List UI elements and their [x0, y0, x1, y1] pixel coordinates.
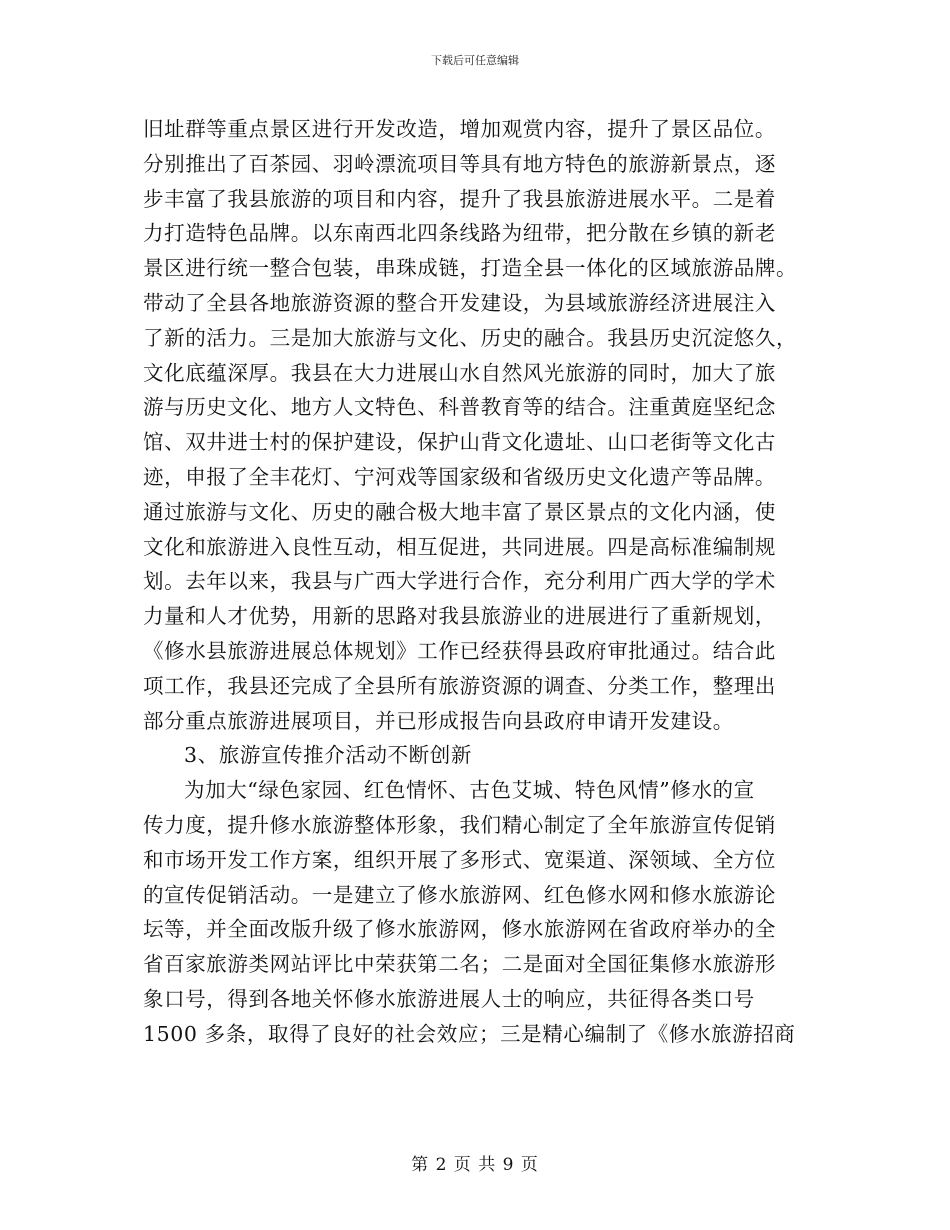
body-line: 游与历史文化、地方人文特色、科普教育等的结合。注重黄庭坚纪念	[143, 395, 776, 420]
body-line: 省百家旅游类网站评比中荣获第二名；二是面对全国征集修水旅游形	[143, 952, 776, 977]
page-header: 下载后可任意编辑	[431, 54, 519, 67]
body-line: 步丰富了我县旅游的项目和内容，提升了我县旅游进展水平。二是着	[143, 186, 776, 211]
body-line: 划。去年以来，我县与广西大学进行合作，充分利用广西大学的学术	[143, 569, 776, 594]
document-body	[143, 112, 803, 1052]
body-line: 项工作，我县还完成了全县所有旅游资源的调查、分类工作，整理出	[143, 673, 776, 698]
section-heading: 3、旅游宣传推介活动不断创新	[184, 743, 472, 768]
body-line: 力打造特色品牌。以东南西北四条线路为纽带，把分散在乡镇的新老	[143, 221, 776, 246]
body-line: 文化底蕴深厚。我县在大力进展山水自然风光旅游的同时，加大了旅	[143, 360, 776, 385]
body-line: 1500 多条，取得了良好的社会效应；三是精心编制了《修水旅游招商	[143, 1021, 796, 1046]
body-line: 象口号，得到各地关怀修水旅游进展人士的响应，共征得各类口号	[143, 986, 755, 1011]
body-line: 迹，申报了全丰花灯、宁河戏等国家级和省级历史文化遗产等品牌。	[143, 464, 776, 489]
body-line: 馆、双井进士村的保护建设，保护山背文化遗址、山口老街等文化古	[143, 430, 776, 455]
body-line: 传力度，提升修水旅游整体形象，我们精心制定了全年旅游宣传促销	[143, 812, 776, 837]
body-line: 和市场开发工作方案，组织开展了多形式、宽渠道、深领域、全方位	[143, 847, 776, 872]
page-footer: 第 2 页 共 9 页	[411, 1155, 539, 1175]
body-line: 景区进行统一整合包装，串珠成链，打造全县一体化的区域旅游品牌。	[143, 256, 798, 281]
body-line: 坛等，并全面改版升级了修水旅游网，修水旅游网在省政府举办的全	[143, 917, 776, 942]
body-line: 了新的活力。三是加大旅游与文化、历史的融合。我县历史沉淀悠久，	[143, 325, 798, 350]
paragraph-first-line: 为加大“绿色家园、红色情怀、古色艾城、特色风情”修水的宣	[184, 778, 755, 803]
body-line: 旧址群等重点景区进行开发改造，增加观赏内容，提升了景区品位。	[143, 117, 776, 141]
body-line: 的宣传促销活动。一是建立了修水旅游网、红色修水网和修水旅游论	[143, 882, 776, 907]
body-line: 文化和旅游进入良性互动，相互促进，共同进展。四是高标准编制规	[143, 534, 776, 559]
body-line: 分别推出了百茶园、羽岭漂流项目等具有地方特色的旅游新景点，逐	[143, 151, 776, 176]
body-line: 部分重点旅游进展项目，并已形成报告向县政府申请开发建设。	[143, 708, 734, 733]
body-line: 带动了全县各地旅游资源的整合开发建设，为县域旅游经济进展注入	[143, 290, 776, 315]
body-line: 《修水县旅游进展总体规划》工作已经获得县政府审批通过。结合此	[143, 638, 776, 663]
body-line: 通过旅游与文化、历史的融合极大地丰富了景区景点的文化内涵，使	[143, 499, 776, 524]
body-line: 力量和人才优势，用新的思路对我县旅游业的进展进行了重新规划，	[143, 604, 776, 629]
